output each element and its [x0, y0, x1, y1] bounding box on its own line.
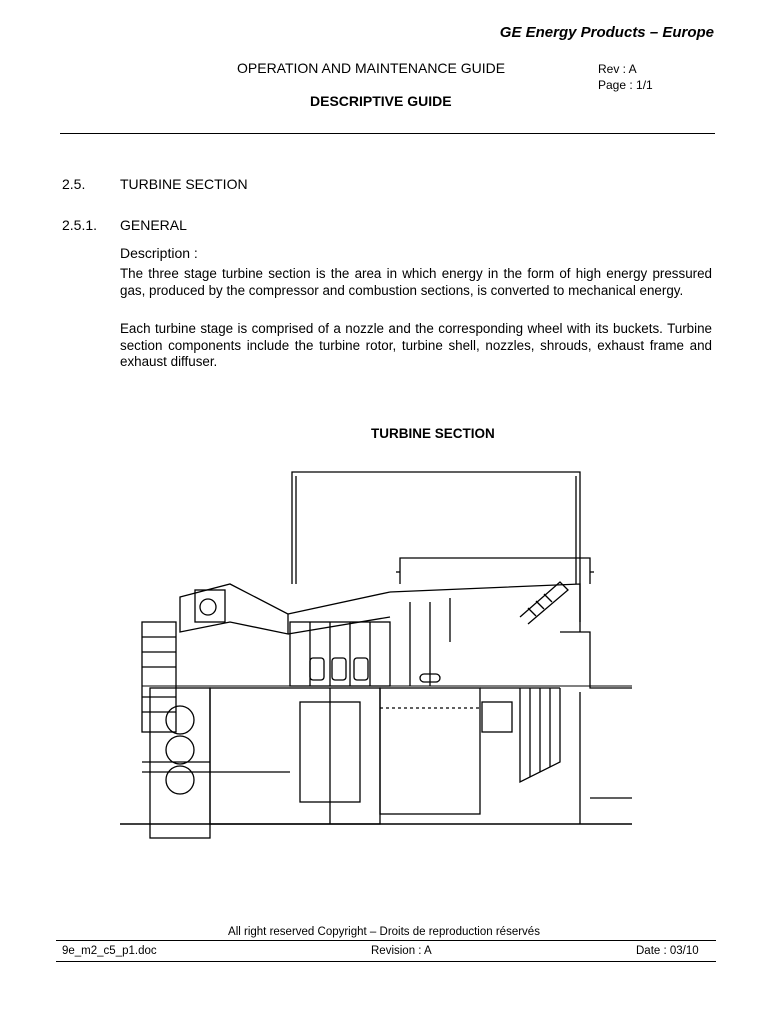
figure-title: TURBINE SECTION: [371, 426, 495, 441]
paragraph-stage-components: Each turbine stage is comprised of a nozzle and the corresponding wheel with its buckets. Turbine section components include the turbine rotor, turbine shell, nozzles, shrouds, exhaust frame and exhaust diffuser.: [120, 321, 712, 369]
revision-label: Rev : A: [598, 62, 637, 76]
company-name: GE Energy Products – Europe: [499, 24, 714, 41]
footer-copyright: All right reserved Copyright – Droits de reproduction réservés: [228, 926, 540, 938]
section-number: 2.5.: [62, 176, 86, 192]
subsection-title: GENERAL: [120, 217, 187, 233]
footer-divider-top: [56, 940, 716, 941]
turbine-section-drawing: [120, 462, 632, 854]
description-label: Description :: [120, 245, 198, 261]
paragraph-energy-conversion: The three stage turbine section is the area in which energy in the form of high energy pressured gas, produced by the compressor and combustion sections, is converted to mechanical energy.: [120, 266, 712, 298]
footer-date: Date : 03/10: [636, 945, 699, 957]
section-title: TURBINE SECTION: [120, 176, 248, 192]
footer-filename: 9e_m2_c5_p1.doc: [62, 945, 157, 957]
footer-divider-bottom: [56, 961, 716, 962]
page-number: Page : 1/1: [598, 78, 653, 92]
document-subtitle: DESCRIPTIVE GUIDE: [310, 93, 452, 109]
footer-revision: Revision : A: [371, 945, 432, 957]
subsection-number: 2.5.1.: [62, 217, 98, 233]
guide-title: OPERATION AND MAINTENANCE GUIDE: [237, 60, 506, 76]
header-divider: [60, 133, 715, 134]
